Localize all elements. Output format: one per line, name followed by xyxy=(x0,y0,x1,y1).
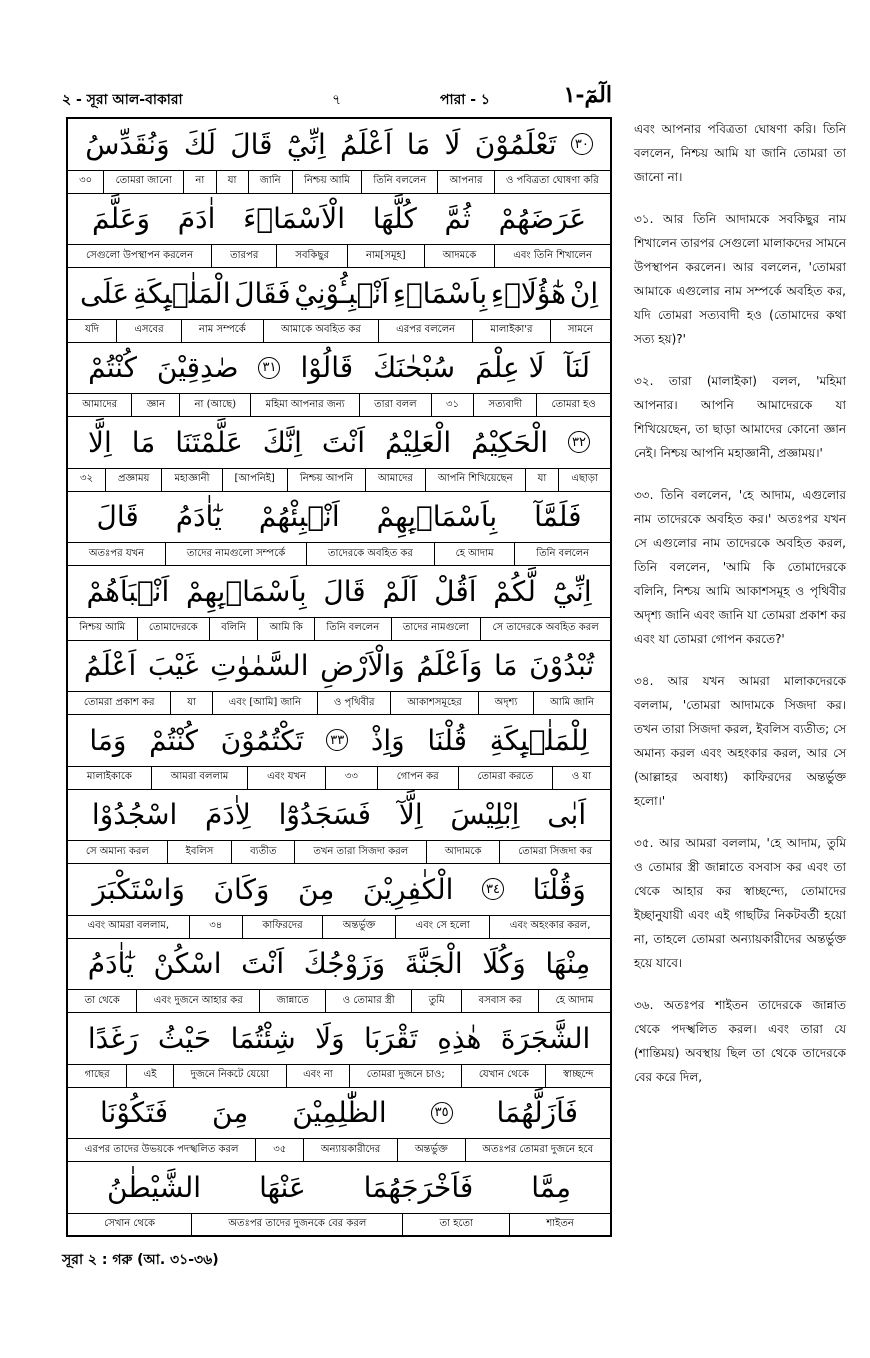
verse-row xyxy=(68,1088,610,1163)
gloss-cell: মহাজ্ঞানী xyxy=(161,469,221,491)
gloss-cell: ও পৃথিবীর xyxy=(317,692,390,714)
arabic-word: فَاَزَلَّهُمَا xyxy=(496,1096,579,1130)
arabic-word: قَالُوْا xyxy=(300,351,354,385)
arabic-word: سُبْحٰنَكَ xyxy=(373,351,456,385)
bangla-gloss-line xyxy=(68,244,610,268)
gloss-cell: এসবের xyxy=(116,320,181,342)
gloss-cell: জান্নাতে xyxy=(259,990,325,1012)
arabic-word: وَلَا xyxy=(315,1021,345,1055)
arabic-word: وَمَا xyxy=(89,723,127,757)
gloss-cell: না (আছে) xyxy=(179,394,250,416)
arabic-word: وَقُلْنَا xyxy=(532,872,586,906)
gloss-cell: গাছের xyxy=(84,1069,110,1080)
gloss-cell: অতঃপর তাদের দুজনকে বের করল xyxy=(191,1214,402,1236)
gloss-cell: অতঃপর তোমরা দুজনে হবে xyxy=(465,1139,610,1161)
gloss-cell: তোমাদেরকে xyxy=(137,618,209,640)
gloss-cell: [আপনিই] xyxy=(222,469,287,491)
bangla-gloss-line xyxy=(68,1138,610,1162)
arabic-line xyxy=(68,641,610,692)
verse-row xyxy=(68,566,610,641)
gloss-cell: তিনি বললেন xyxy=(361,171,437,193)
gloss-cell: ৩১ xyxy=(431,394,473,416)
verse-row xyxy=(68,268,610,343)
gloss-cell: জ্ঞান xyxy=(131,394,179,416)
gloss-cell: এরপর তাদের উভয়কে পদস্খলিত করল xyxy=(84,1143,239,1155)
arabic-word: شِئْتُمَا xyxy=(230,1021,296,1055)
bangla-gloss-line xyxy=(68,1213,610,1237)
gloss-cell: এবং [আমি] জানি xyxy=(212,692,317,714)
gloss-cell: যেখান থেকে xyxy=(461,1065,545,1087)
gloss-cell: আমি জানি xyxy=(533,692,610,714)
translation-paragraph: ৩৩. তিনি বললেন, 'হে আদাম, এগুলোর নাম তাদেরকে অবহিত কর।' অতঃপর যখন সে এগুলোর নাম তাদেরকে অবহিত করল, তিনি বললেন, 'আমি কি তোমাদেরকে বলিনি, নিশ্চয় আমি আকাশসমূহ ও পৃথিবীর অদৃশ্য জানি এবং জানি যা তোমরা প্রকাশ কর এবং যা তোমরা গোপন করতে?' xyxy=(634,488,846,646)
arabic-word: قَالَ xyxy=(230,127,273,161)
arabic-word: وَاَعْلَمُ xyxy=(416,649,483,683)
juz-heading: الٓمٓ-١ xyxy=(563,82,612,108)
arabic-word: لَّكُمْ xyxy=(493,574,536,608)
arabic-word: الْاَسْمَاۤءَ xyxy=(243,202,346,236)
arabic-word: فَلَمَّآ xyxy=(534,500,582,534)
bangla-gloss-line xyxy=(68,691,610,715)
bangla-gloss-line xyxy=(68,617,610,641)
arabic-word: فَاَخْرَجَهُمَا xyxy=(363,1170,474,1204)
gloss-cell: তা হতো xyxy=(402,1214,509,1236)
arabic-line xyxy=(68,1013,610,1064)
ayah-number: ٣١ xyxy=(258,357,280,379)
arabic-word: عَرَضَهُمْ xyxy=(498,202,587,236)
arabic-word: اِنَّكَ xyxy=(262,425,302,459)
gloss-cell: যা xyxy=(525,469,559,491)
word-by-word-table xyxy=(66,117,612,1237)
gloss-cell: তখন তারা সিজদা করল xyxy=(294,841,426,863)
gloss-cell: ও তোমার স্ত্রী xyxy=(325,990,411,1012)
arabic-word: يٰٓاٰدَمُ xyxy=(87,947,134,981)
ayah-number: ٣٢ xyxy=(568,431,590,453)
gloss-cell: এবং যখন xyxy=(247,767,325,789)
arabic-word: تَعْلَمُوْنَ xyxy=(474,127,557,161)
arabic-word: بِاَسْمَاۤىِٕهِمْ xyxy=(376,500,498,534)
gloss-cell: হে আদাম xyxy=(434,543,515,565)
arabic-word: تَكْتُمُوْنَ xyxy=(220,723,304,757)
bangla-gloss-line xyxy=(68,468,610,492)
arabic-word: اَنْۢبَاَهُمْ xyxy=(86,574,170,608)
arabic-word: عَلَّمْتَنَا xyxy=(175,425,243,459)
gloss-cell: আমাদের xyxy=(82,398,118,410)
arabic-line xyxy=(68,268,610,319)
arabic-word: وَكَانَ xyxy=(213,872,270,906)
arabic-word: الشَّيْطٰنُ xyxy=(107,1170,202,1204)
gloss-cell: আকাশসমূহের xyxy=(390,692,477,714)
page-header xyxy=(62,82,612,112)
arabic-word: غَيْبَ xyxy=(147,649,199,683)
gloss-cell: অন্তর্ভুক্ত xyxy=(322,916,395,938)
arabic-word: اَعْلَمُ xyxy=(340,127,393,161)
translation-paragraph: ৩৪. আর যখন আমরা মালাকদেরকে বললাম, 'তোমরা আদামকে সিজদা কর। তখন তারা সিজদা করল, ইবলিস ব্যতীত; সে অমান্য করল এবং অহংকার করল, আর সে (আল্লাহর অবাধ্য) কাফিরদের অন্তর্ভুক্ত হলো।' xyxy=(634,674,846,808)
arabic-word: مَا xyxy=(493,649,518,683)
arabic-line xyxy=(68,343,610,394)
gloss-cell: যদি xyxy=(85,324,100,335)
bangla-gloss-line xyxy=(68,766,610,790)
arabic-word: وَعَلَّمَ xyxy=(91,202,151,236)
gloss-cell: ৩০ xyxy=(79,175,93,186)
arabic-word: اَعْلَمُ xyxy=(83,649,137,683)
arabic-word: الْجَنَّةَ xyxy=(404,947,463,981)
arabic-line xyxy=(68,939,610,990)
bangla-gloss-line xyxy=(68,170,610,194)
bangla-gloss-line xyxy=(68,1064,610,1088)
arabic-word: اَنْتَ xyxy=(321,425,365,459)
arabic-word: لِلْمَلٰۤىِٕكَةِ xyxy=(489,723,589,757)
gloss-cell: এই xyxy=(126,1065,173,1087)
gloss-cell: সেখান থেকে xyxy=(104,1218,155,1229)
gloss-cell: আদামকে xyxy=(426,841,499,863)
verse-row xyxy=(68,417,610,492)
gloss-cell: ৩৫ xyxy=(255,1139,303,1161)
gloss-cell: তোমরা সিজদা কর xyxy=(499,841,610,863)
arabic-word: اِلَّا xyxy=(88,425,112,459)
gloss-cell: তোমরা জানো xyxy=(103,171,183,193)
gloss-cell: আমাদের xyxy=(365,469,425,491)
translation-paragraph: ৩৬. অতঃপর শাইতন তাদেরকে জান্নাত থেকে পদস্খলিত করল। এবং তারা যে (শান্তিময়) অবস্থায় ছিল তা থেকে তাদেরকে বের করে দিল, xyxy=(634,998,846,1084)
bangla-gloss-line xyxy=(68,393,610,417)
bangla-gloss-line xyxy=(68,840,610,864)
arabic-line xyxy=(68,194,610,245)
gloss-cell: তা থেকে xyxy=(84,994,120,1006)
gloss-cell: অদৃশ্য xyxy=(478,692,534,714)
gloss-cell: এবং না xyxy=(286,1065,350,1087)
arabic-line xyxy=(68,417,610,468)
arabic-word: لَنَآ xyxy=(564,351,591,385)
arabic-word: الْحَكِيْمُ xyxy=(471,425,549,459)
gloss-cell: যা xyxy=(170,692,211,714)
arabic-word: اٰدَمَ xyxy=(177,202,216,236)
gloss-cell: শাইতন xyxy=(509,1214,610,1236)
gloss-cell: স্বাচ্ছন্দে xyxy=(545,1065,610,1087)
arabic-word: اِنِّيْٓ xyxy=(286,127,326,161)
gloss-cell: তিনি বললেন xyxy=(314,618,390,640)
arabic-word: اَنْۢبِـُٔوْنِيْ xyxy=(294,276,389,310)
arabic-word: وَنُقَدِّسُ xyxy=(85,127,170,161)
arabic-word: اِنِّيْٓ xyxy=(552,574,592,608)
gloss-cell: তোমরা করতে xyxy=(458,767,552,789)
arabic-word: عَلَى xyxy=(79,276,130,310)
arabic-word: وَزَوْجُكَ xyxy=(303,947,386,981)
translation-paragraph: ৩৫. আর আমরা বললাম, 'হে আদাম, তুমি ও তোমার স্ত্রী জান্নাতে বসবাস কর এবং তা থেকে আহার কর স্বাচ্ছন্দ্যে, তোমাদের ইচ্ছানুযায়ী এবং এই গাছটির নিকটবর্তী হয়ো না, তাহলে তোমরা অন্যায়কারীদের অন্তর্ভুক্ত হয়ে যাবে। xyxy=(634,836,846,970)
arabic-line xyxy=(68,566,610,617)
gloss-cell: নিশ্চয় আমি xyxy=(79,622,126,633)
arabic-line xyxy=(68,492,610,543)
gloss-cell: দুজনে নিকটে যেয়ো xyxy=(173,1065,286,1087)
verse-row xyxy=(68,492,610,567)
arabic-word: فَسَجَدُوْٓا xyxy=(278,798,372,832)
gloss-cell: এবং অহংকার করল, xyxy=(489,916,610,938)
arabic-word: اَبٰى xyxy=(547,798,587,832)
arabic-word: صٰدِقِيْنَ xyxy=(156,351,239,385)
gloss-cell: না xyxy=(183,171,215,193)
gloss-cell: এবং দুজনে আহার কর xyxy=(136,990,259,1012)
arabic-word: الْمَلٰۤىِٕكَةِ xyxy=(132,276,231,310)
gloss-cell: ৩২ xyxy=(79,473,93,484)
gloss-cell: নিশ্চয় আমি xyxy=(292,171,361,193)
arabic-word: لَكَ xyxy=(183,127,217,161)
gloss-cell: ৩৪ xyxy=(189,916,242,938)
bangla-gloss-line xyxy=(68,915,610,939)
arabic-word: لَا عِلْمَ xyxy=(475,351,545,385)
gloss-cell: তিনি বললেন xyxy=(514,543,610,565)
gloss-cell: তুমি xyxy=(411,990,461,1012)
arabic-word: مِمَّا xyxy=(531,1170,571,1204)
arabic-word: اِبْلِيْسَ xyxy=(450,798,520,832)
gloss-cell: মালাইকাকে xyxy=(86,771,132,782)
arabic-word: مِنْهَا xyxy=(545,947,591,981)
verse-row xyxy=(68,343,610,418)
gloss-cell: সেগুলো উপস্থাপন করলেন xyxy=(86,249,194,261)
arabic-word: هٰٓؤُلَاۤءِ xyxy=(490,276,567,310)
arabic-word: فَتَكُوْنَا xyxy=(100,1096,169,1130)
bangla-gloss-line xyxy=(68,989,610,1013)
arabic-word: تَقْرَبَا xyxy=(364,1021,418,1055)
arabic-word: اِلَّآ xyxy=(398,798,423,832)
arabic-word: رَغَدًا xyxy=(87,1021,139,1055)
arabic-word: اَنْتَ xyxy=(241,947,285,981)
gloss-cell: তাদেরকে অবহিত কর xyxy=(306,543,434,565)
arabic-word: مَا xyxy=(131,425,156,459)
arabic-word: بِاَسْمَاۤءِ xyxy=(392,276,488,310)
arabic-word: وَالْاَرْضِ xyxy=(320,649,405,683)
gloss-cell: অন্তর্ভুক্ত xyxy=(397,1139,464,1161)
bangla-gloss-line xyxy=(68,319,610,343)
para-label: পারা - ১ xyxy=(440,92,490,108)
arabic-word: اَنْۢبِئْهُمْ xyxy=(258,500,340,534)
arabic-word: وَاسْتَكْبَرَ xyxy=(92,872,185,906)
ayah-number: ٣٣ xyxy=(326,729,348,751)
gloss-cell: ইবলিস xyxy=(167,841,232,863)
arabic-word: فَقَالَ xyxy=(234,276,291,310)
arabic-word: وَكُلَا xyxy=(482,947,526,981)
page-number: ৭ xyxy=(332,92,342,108)
arabic-word: الْعَلِيْمُ xyxy=(384,425,452,459)
translation-column xyxy=(634,117,846,1107)
gloss-cell: যা xyxy=(216,171,248,193)
gloss-cell: বলিনি xyxy=(209,618,257,640)
verse-row xyxy=(68,641,610,716)
arabic-word: عَنْهَا xyxy=(259,1170,306,1204)
arabic-word: وَاِذْ xyxy=(370,723,405,757)
gloss-cell: ও পবিত্রতা ঘোষণা করি xyxy=(494,171,610,193)
arabic-word: تُبْدُوْنَ xyxy=(529,649,595,683)
gloss-cell: প্রজ্ঞাময় xyxy=(105,469,161,491)
verse-row xyxy=(68,864,610,939)
arabic-word: اَلَمْ xyxy=(382,574,418,608)
gloss-cell: সে অমান্য করল xyxy=(85,845,149,857)
gloss-cell: নাম[সমূহ] xyxy=(347,245,424,267)
verse-row xyxy=(68,715,610,790)
arabic-word: كُنْتُمْ xyxy=(88,351,137,385)
arabic-word: الْكٰفِرِيْنَ xyxy=(362,872,454,906)
gloss-cell: বসবাস কর xyxy=(461,990,538,1012)
gloss-cell: নাম সম্পর্কে xyxy=(181,320,263,342)
arabic-line xyxy=(68,119,610,170)
arabic-word: قُلْنَا xyxy=(427,723,468,757)
gloss-cell: কাফিরদের xyxy=(242,916,322,938)
gloss-cell: আপনার xyxy=(437,171,493,193)
gloss-cell: এছাড়া xyxy=(558,469,610,491)
ayah-number: ٣٠ xyxy=(571,133,593,155)
gloss-cell: তাদের নামগুলো xyxy=(391,618,481,640)
gloss-cell: এবং সে হলো xyxy=(395,916,489,938)
arabic-word: مِنَ xyxy=(298,872,335,906)
arabic-word: هٰذِهِ xyxy=(437,1021,482,1055)
arabic-word: كُنْتُمْ xyxy=(149,723,198,757)
arabic-word: يٰٓاٰدَمُ xyxy=(175,500,222,534)
gloss-cell: এবং তিনি শিখালেন xyxy=(494,245,610,267)
gloss-cell: আমরা বললাম xyxy=(151,767,248,789)
arabic-word: اَقُلْ xyxy=(434,574,477,608)
gloss-cell: সে তাদেরকে অবহিত করল xyxy=(480,618,610,640)
gloss-cell: মালাইকা'র xyxy=(472,320,549,342)
gloss-cell: নিশ্চয় আপনি xyxy=(287,469,365,491)
gloss-cell: ব্যতীত xyxy=(231,841,294,863)
arabic-word: اِنْ xyxy=(569,276,599,310)
translation-paragraph: ৩১. আর তিনি আদামকে সবকিছুর নাম শিখালেন তারপর সেগুলো মালাকদের সামনে উপস্থাপন করলেন। আর বললেন, 'তোমরা আমাকে এগুলোর নাম সম্পর্কে অবহিত কর, যদি তোমরা সত্যবাদী হও (তোমাদের কথা সত্য হয়)?' xyxy=(634,212,846,346)
arabic-word: لَا xyxy=(444,127,461,161)
gloss-cell: আমি কি xyxy=(257,618,314,640)
ayah-number: ٣٤ xyxy=(482,878,504,900)
gloss-cell: সবকিছুর xyxy=(276,245,347,267)
gloss-cell: তোমরা হও xyxy=(536,394,610,416)
gloss-cell: এরপর বললেন xyxy=(378,320,472,342)
arabic-word: مَا xyxy=(406,127,431,161)
gloss-cell: আপনি শিখিয়েছেন xyxy=(425,469,525,491)
gloss-cell: তোমরা প্রকাশ কর xyxy=(83,696,155,708)
gloss-cell: অতঃপর যখন xyxy=(88,547,145,559)
gloss-cell: গোপন কর xyxy=(377,767,458,789)
arabic-word: قَالَ xyxy=(96,500,139,534)
verse-row xyxy=(68,790,610,865)
gloss-cell: ৩৩ xyxy=(325,767,377,789)
gloss-cell: তোমরা দুজনে চাও; xyxy=(349,1065,461,1087)
arabic-word: اسْجُدُوْا xyxy=(91,798,178,832)
gloss-cell: আদমকে xyxy=(424,245,495,267)
gloss-cell: জানি xyxy=(248,171,292,193)
arabic-word: اسْكُنْ xyxy=(153,947,222,981)
gloss-cell: হে আদাম xyxy=(538,990,610,1012)
translation-paragraph: এবং আপনার পবিত্রতা ঘোষণা করি। তিনি বললেন, নিশ্চয় আমি যা জানি তোমরা তা জানো না। xyxy=(634,122,846,184)
translation-paragraph: ৩২. তারা (মালাইকা) বলল, 'মহিমা আপনার। আপনি আমাদেরকে যা শিখিয়েছেন, তা ছাড়া আমাদের কোনো জ্ঞান নেই। নিশ্চয় আপনি মহাজ্ঞানী, প্রজ্ঞাময়।' xyxy=(634,374,846,460)
arabic-word: الشَّجَرَةَ xyxy=(500,1021,591,1055)
verse-row xyxy=(68,939,610,1014)
arabic-word: حَيْثُ xyxy=(157,1021,212,1055)
gloss-cell: অন্যায়কারীদের xyxy=(303,1139,397,1161)
gloss-cell: আমাকে অবহিত কর xyxy=(263,320,378,342)
arabic-word: الظّٰلِمِيْنَ xyxy=(292,1096,387,1130)
gloss-cell: তাদের নামগুলো সম্পর্কে xyxy=(165,543,306,565)
ayah-number: ٣٥ xyxy=(431,1102,453,1124)
verse-row xyxy=(68,119,610,194)
gloss-cell: সামনে xyxy=(550,320,610,342)
verse-row xyxy=(68,1013,610,1088)
arabic-line xyxy=(68,715,610,766)
gloss-cell: মহিমা আপনার জন্য xyxy=(250,394,359,416)
arabic-word: بِاَسْمَاۤىِٕهِمْ xyxy=(186,574,307,608)
gloss-cell: এবং আমরা বললাম, xyxy=(87,920,170,931)
arabic-word: قَالَ xyxy=(323,574,366,608)
gloss-cell: তারপর xyxy=(211,245,276,267)
arabic-line xyxy=(68,1162,610,1213)
page-footer: সূরা ২ : গরু (আ. ৩১-৩৬) xyxy=(62,1252,219,1268)
arabic-word: مِنَ xyxy=(211,1096,249,1130)
arabic-word: السَّمٰوٰتِ xyxy=(210,649,309,683)
arabic-line xyxy=(68,864,610,915)
arabic-word: لِاٰدَمَ xyxy=(205,798,251,832)
bangla-gloss-line xyxy=(68,542,610,566)
gloss-cell: সত্যবাদী xyxy=(473,394,536,416)
arabic-line xyxy=(68,1088,610,1139)
verse-row xyxy=(68,194,610,269)
gloss-cell: তারা বলল xyxy=(359,394,431,416)
surah-title: ২ - সূরা আল-বাকারা xyxy=(62,92,183,108)
verse-row xyxy=(68,1162,610,1237)
gloss-cell: ও যা xyxy=(552,767,610,789)
arabic-word: كُلَّهَا xyxy=(372,202,417,236)
arabic-word: ثُمَّ xyxy=(444,202,471,236)
arabic-line xyxy=(68,790,610,841)
